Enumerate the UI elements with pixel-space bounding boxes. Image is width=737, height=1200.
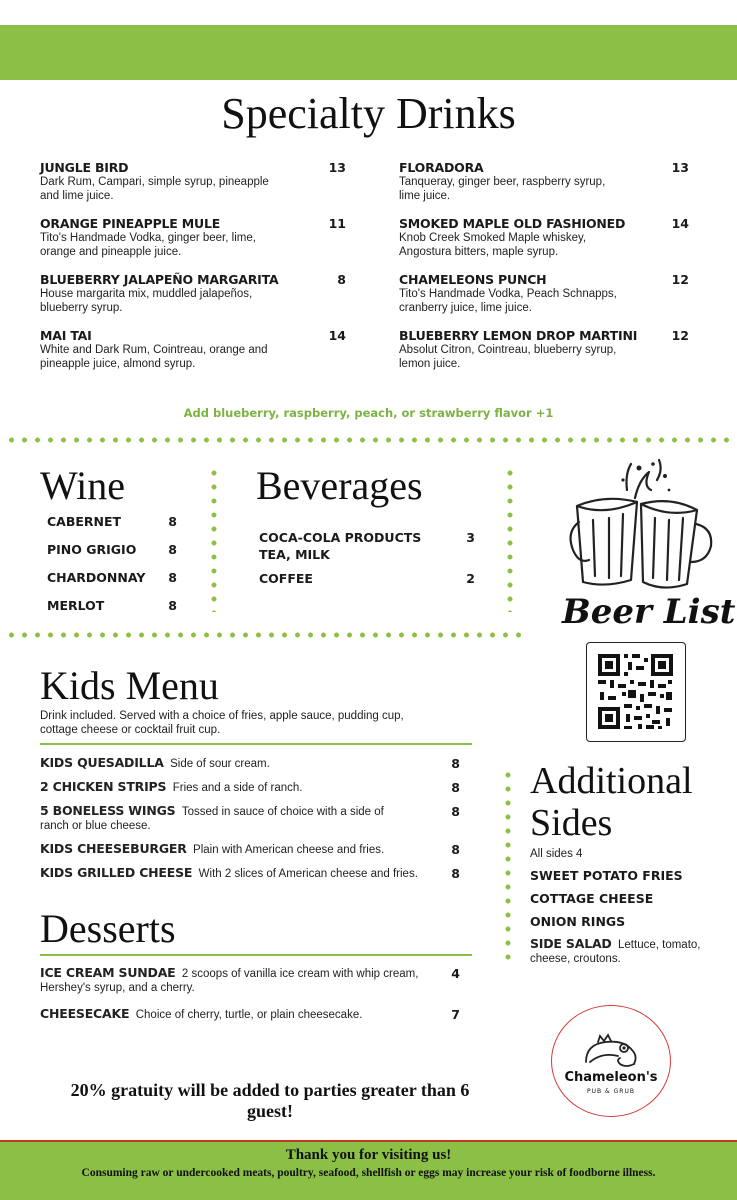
kids-item-name: 5 BONELESS WINGS: [40, 803, 176, 818]
drink-price: 8: [337, 272, 346, 287]
drink-price: 13: [328, 160, 346, 175]
dotted-divider: [211, 466, 217, 612]
beer-list-label[interactable]: Beer List: [562, 592, 736, 632]
qr-code-icon[interactable]: [586, 642, 686, 742]
desserts-title: Desserts: [40, 906, 176, 951]
gratuity-note: 20% gratuity will be added to parties greater than 6 guest!: [70, 1080, 470, 1121]
beverage-price: 2: [466, 571, 475, 586]
drink-item: [399, 216, 689, 259]
kids-item-line: [40, 780, 435, 795]
specialty-left-column: [40, 160, 346, 384]
desserts-rule: [40, 954, 472, 956]
sides-title-line1: Additional: [530, 760, 693, 802]
wine-item: [47, 514, 177, 529]
beverages-title: Beverages: [256, 463, 423, 508]
kids-item-price: 8: [451, 780, 460, 795]
drink-item: [399, 272, 689, 315]
drink-name: CHAMELEONS PUNCH: [399, 272, 547, 287]
dessert-price: 7: [451, 1007, 460, 1022]
drink-item: [40, 272, 346, 315]
kids-item-name: KIDS GRILLED CHEESE: [40, 865, 193, 880]
drink-item: [399, 328, 689, 371]
kids-item-line: [40, 866, 435, 881]
kids-item-name: 2 CHICKEN STRIPS: [40, 779, 167, 794]
side-item: COTTAGE CHEESE: [530, 891, 654, 906]
side-item-description: Lettuce, tomato, cheese, croutons.: [530, 939, 701, 965]
beverage-name: COFFEE: [259, 571, 313, 586]
kids-menu-note: Drink included. Served with a choice of fries, apple sauce, pudding cup, cottage cheese or cocktail fruit cup.: [40, 710, 404, 736]
header-bar: [0, 25, 737, 80]
drink-item: [40, 328, 346, 371]
wine-price: 8: [168, 598, 177, 613]
page-title: Specialty Drinks: [221, 89, 516, 138]
dessert-name: ICE CREAM SUNDAE: [40, 965, 176, 980]
kids-item: [40, 756, 460, 771]
drink-item: [399, 160, 689, 203]
beverage-price: 3: [466, 530, 475, 545]
side-item: ONION RINGS: [530, 914, 626, 929]
dotted-divider: [505, 768, 511, 968]
wine-item: [47, 598, 177, 613]
kids-item-description: With 2 slices of American cheese and fries.: [198, 868, 418, 880]
flavor-note: Add blueberry, raspberry, peach, or strawberry flavor +1: [183, 406, 554, 420]
drink-item: [40, 216, 346, 259]
kids-item-price: 8: [451, 804, 460, 819]
wine-name: CHARDONNAY: [47, 570, 146, 585]
kids-item-description: Tossed in sauce of choice with a side of ranch or blue cheese.: [40, 806, 384, 832]
drink-name: ORANGE PINEAPPLE MULE: [40, 216, 221, 231]
kids-item-line: [40, 842, 435, 857]
kids-item-name: KIDS QUESADILLA: [40, 755, 164, 770]
restaurant-logo: [551, 1005, 671, 1117]
drink-name: BLUEBERRY JALAPEÑO MARGARITA: [40, 272, 279, 287]
footer-bar: [0, 1142, 737, 1200]
drink-description: House margarita mix, muddled jalapeños, blueberry syrup.: [40, 288, 253, 314]
drink-description: White and Dark Rum, Cointreau, orange and pineapple juice, almond syrup.: [40, 344, 268, 370]
kids-item-price: 8: [451, 756, 460, 771]
footer-warning: Consuming raw or undercooked meats, poultry, seafood, shellfish or eggs may increase your risk of foodborne illness.: [81, 1167, 656, 1179]
wine-item: [47, 570, 177, 585]
kids-item-description: Plain with American cheese and fries.: [193, 844, 385, 856]
drink-price: 12: [671, 328, 689, 343]
kids-item: [40, 842, 460, 857]
footer-thanks: Thank you for visiting us!: [285, 1147, 452, 1163]
drink-price: 11: [328, 216, 346, 231]
sides-title-line2: Sides: [530, 802, 613, 844]
drink-name: MAI TAI: [40, 328, 92, 343]
drink-price: 12: [671, 272, 689, 287]
drink-price: 14: [671, 216, 689, 231]
chameleon-icon: [580, 1032, 644, 1072]
beverage-item: [259, 571, 475, 586]
drink-description: Absolut Citron, Cointreau, blueberry syrup, lemon juice.: [399, 344, 617, 370]
side-item: SWEET POTATO FRIES: [530, 868, 683, 883]
drink-description: Tito's Handmade Vodka, Peach Schnapps, cranberry juice, lime juice.: [399, 288, 617, 314]
wine-price: 8: [168, 570, 177, 585]
wine-title: Wine: [40, 463, 126, 508]
drink-price: 13: [671, 160, 689, 175]
drink-description: Tanqueray, ginger beer, raspberry syrup, lime juice.: [399, 176, 606, 202]
kids-item-price: 8: [451, 866, 460, 881]
sides-note: All sides 4: [530, 848, 583, 860]
logo-tagline: PUB & GRUB: [587, 1088, 635, 1095]
drink-price: 14: [328, 328, 346, 343]
drink-description: Tito's Handmade Vodka, ginger beer, lime, orange and pineapple juice.: [40, 232, 256, 258]
sides-title: [530, 760, 693, 844]
kids-item-line: [40, 804, 410, 833]
wine-name: MERLOT: [47, 598, 105, 613]
side-item: [530, 937, 715, 966]
wine-name: PINO GRIGIO: [47, 542, 137, 557]
wine-price: 8: [168, 542, 177, 557]
drink-name: BLUEBERRY LEMON DROP MARTINI: [399, 328, 638, 343]
wine-item: [47, 542, 177, 557]
kids-menu-list: [40, 756, 460, 890]
drink-item: [40, 160, 346, 203]
kids-menu-rule: [40, 743, 472, 745]
kids-item-description: Fries and a side of ranch.: [172, 782, 303, 794]
drink-description: Dark Rum, Campari, simple syrup, pineapple and lime juice.: [40, 176, 269, 202]
dessert-price: 4: [451, 966, 460, 981]
dessert-name: CHEESECAKE: [40, 1006, 130, 1021]
beverage-name-extra: TEA, MILK: [259, 547, 330, 562]
drink-name: FLORADORA: [399, 160, 484, 175]
kids-item-line: [40, 756, 435, 771]
dessert-description: Choice of cherry, turtle, or plain cheesecake.: [135, 1009, 363, 1021]
kids-menu-title: Kids Menu: [40, 663, 219, 708]
dessert-description: 2 scoops of vanilla ice cream with whip cream, Hershey's syrup, and a cherry.: [40, 968, 419, 994]
drink-name: JUNGLE BIRD: [40, 160, 129, 175]
dessert-item-line: [40, 1007, 435, 1022]
drink-description: Knob Creek Smoked Maple whiskey, Angostura bitters, maple syrup.: [399, 232, 587, 258]
side-item-name: SIDE SALAD: [530, 936, 612, 951]
dessert-item-line: [40, 966, 435, 995]
kids-item-price: 8: [451, 842, 460, 857]
kids-item: [40, 780, 460, 795]
dessert-item: [40, 966, 460, 995]
dotted-divider: [5, 632, 525, 638]
dessert-item: [40, 1007, 460, 1022]
dotted-divider: [507, 466, 513, 612]
beverage-name: COCA-COLA PRODUCTS: [259, 530, 422, 545]
kids-item: [40, 804, 460, 833]
kids-item-description: Side of sour cream.: [170, 758, 270, 770]
kids-item: [40, 866, 460, 881]
qr-code-graphic: [587, 643, 684, 740]
beer-mugs-icon: [565, 458, 715, 593]
drink-name: SMOKED MAPLE OLD FASHIONED: [399, 216, 626, 231]
wine-price: 8: [168, 514, 177, 529]
wine-name: CABERNET: [47, 514, 122, 529]
logo-name: Chameleon's: [564, 1070, 658, 1085]
desserts-list: [40, 966, 460, 1035]
specialty-right-column: [399, 160, 689, 384]
dotted-divider: [5, 437, 732, 443]
kids-item-name: KIDS CHEESEBURGER: [40, 841, 187, 856]
beverage-item: [259, 529, 475, 563]
